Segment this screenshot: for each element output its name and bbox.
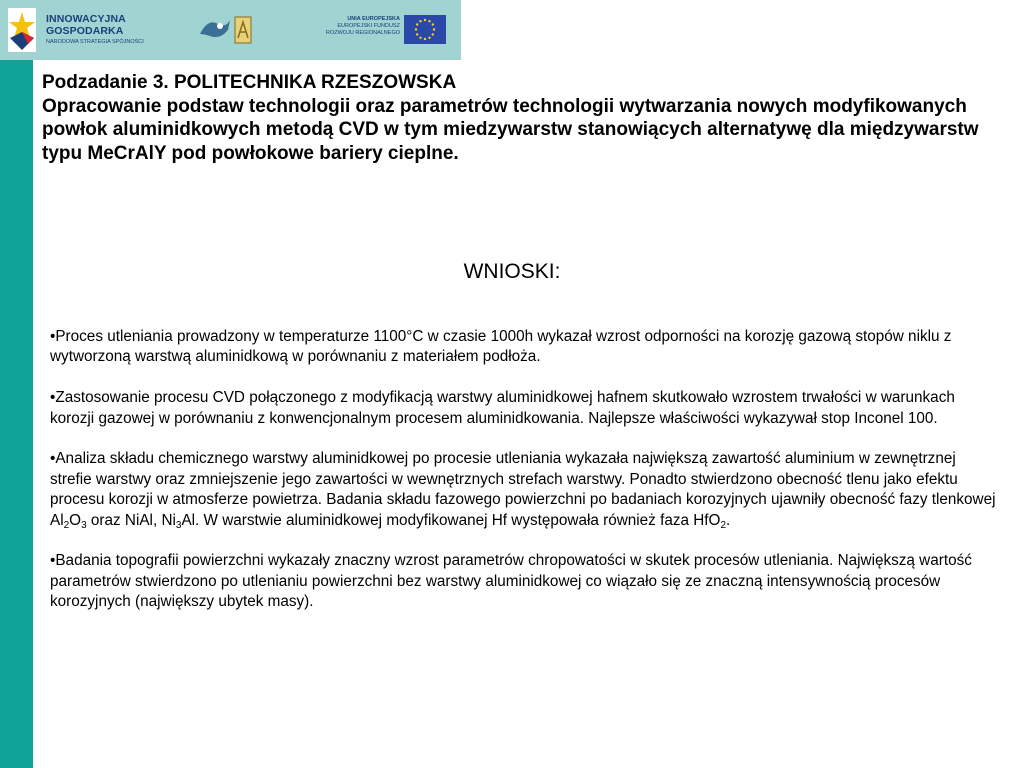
conclusion-3-text-a: •Analiza składu chemicznego warstwy aluminidkowej po procesie utleniania wykazała największą zawartość aluminium w zewnętrznej strefie warstwy oraz zmniejszenie jego zawartości w wewnętrznych strefach warstwy. Ponadto stwierdzono obecność tlenu jako efektu procesu korozji w atmosferze powietrza. Badania składu fazowego powierzchni po badaniach korozyjnych ujawniły obecność fazy tlenkowej Al xyxy=(50,450,996,529)
logo-banner xyxy=(0,0,461,60)
eu-fund-caption xyxy=(318,16,400,37)
ig-title-line2: GOSPODARKA xyxy=(46,25,124,37)
conclusion-3-text-d: Al. W warstwie aluminidkowej modyfikowanej Hf występowała również faza HfO xyxy=(181,511,721,529)
section-title: WNIOSKI: xyxy=(463,260,561,283)
subscript-hfo2: 2 xyxy=(720,519,726,531)
subscript-al2: 2 xyxy=(63,519,70,531)
ig-title-line1: INNOWACYJNA xyxy=(46,13,126,25)
conclusion-3-text-e: . xyxy=(726,511,731,529)
subtask-description: Opracowanie podstaw technologii oraz parametrów technologii wytwarzania nowych modyfikowanych powłok aluminidkowych metodą CVD w tym miedzywarstw stanowiących alternatywę dla międzywarstw typu MeCrAlY pod powłokowe bariery cieplne. xyxy=(42,95,979,164)
subtask-title: Podzadanie 3. POLITECHNIKA RZESZOWSKA xyxy=(42,72,457,93)
conclusion-3-text-c: oraz NiAl, Ni xyxy=(86,511,176,529)
eu-line2: EUROPEJSKI FUNDUSZ xyxy=(337,23,400,29)
innowacyjna-gospodarka-logo xyxy=(8,6,148,54)
conclusion-3-text-b: O xyxy=(69,511,82,529)
eu-line3: ROZWOJU REGIONALNEGO xyxy=(326,30,400,36)
ministry-emblem-icon xyxy=(198,14,232,44)
eu-flag-icon xyxy=(404,15,446,44)
ig-logo-mark-icon xyxy=(8,8,36,52)
conclusion-item-1: •Proces utleniania prowadzony w temperaturze 1100°C w czasie 1000h wykazał wzrost odporności na korozję gazową stopów niklu z wytworzoną warstwą aluminidkową w porównaniu z materiałem podłoża. xyxy=(50,328,952,366)
left-accent-bar xyxy=(0,60,33,768)
conclusion-item-4: •Badania topografii powierzchni wykazały znaczny wzrost parametrów chropowatości w skutek procesów utleniania. Największą wartość parametrów stwierdzono po utlenianiu powierzchni bez warstwy aluminidkowej co wiązało się ze znaczną intensywnością procesów korozyjnych (największy ubytek masy). xyxy=(50,552,972,611)
subscript-ni3: 3 xyxy=(175,519,182,531)
conclusions-list xyxy=(50,327,1000,633)
subscript-o3: 3 xyxy=(81,519,87,531)
ig-subtitle: NARODOWA STRATEGIA SPÓJNOŚCI xyxy=(46,39,144,45)
conclusion-item-2: •Zastosowanie procesu CVD połączonego z modyfikacją warstwy aluminidkowej hafnem skutkowało wzrostem trwałości w warunkach korozji gazowej w porównaniu z konwencjonalnym procesem aluminidkowania. Najlepsze właściwości wykazywał stop Inconel 100. xyxy=(50,389,955,427)
slide-heading xyxy=(42,71,982,165)
conclusion-item-3 xyxy=(50,449,1000,531)
eu-line1: UNIA EUROPEJSKA xyxy=(347,16,400,22)
agency-emblem-icon xyxy=(234,16,252,44)
